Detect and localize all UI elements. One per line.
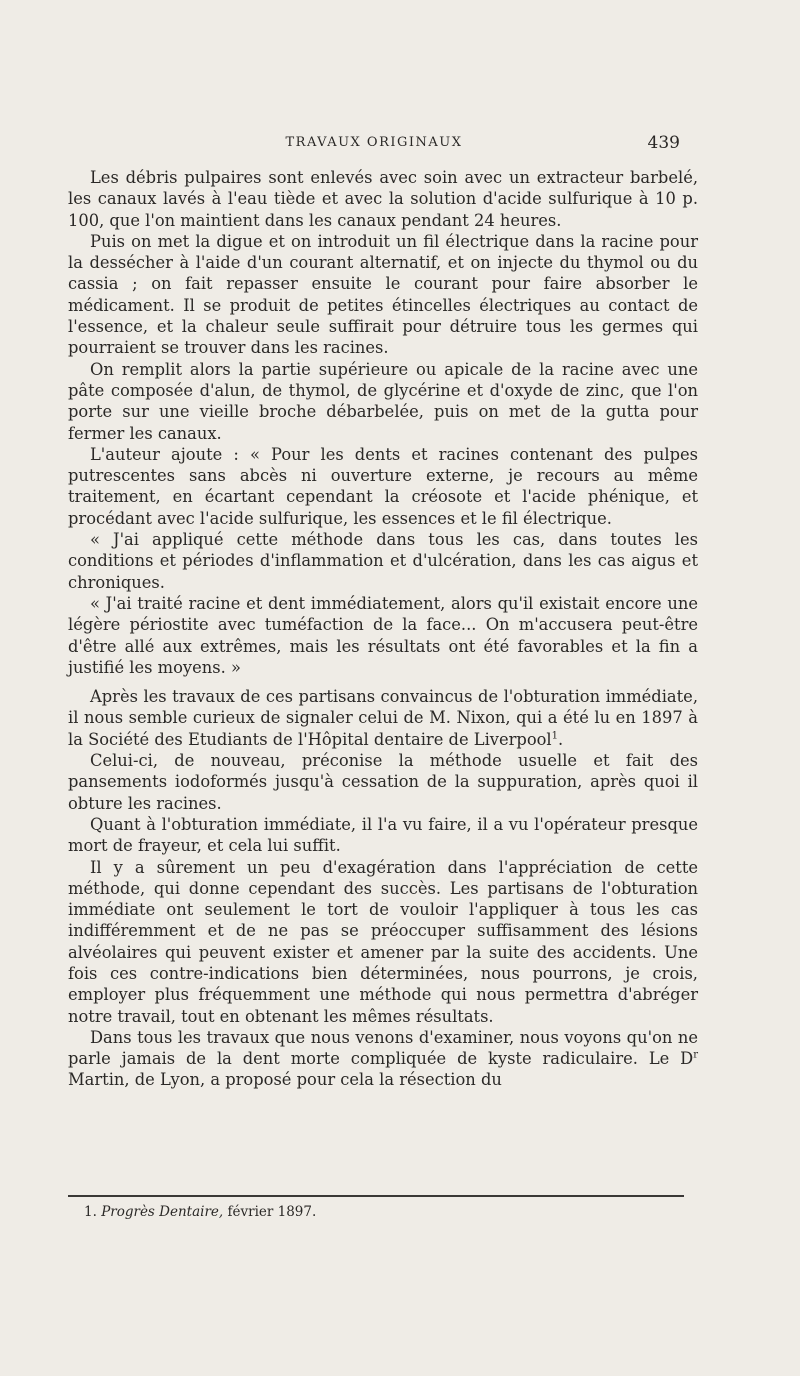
footnote-title: Progrès Dentaire, — [101, 1204, 224, 1220]
paragraph-4: L'auteur ajoute : « Pour les dents et racines contenant des pulpes putrescentes sans abcès ni ouverture externe, je recours au même traitement, en écartant cependant la créosote et l'acide phénique, et procédant avec l'acide sulfurique, les essences et le fil électrique. — [68, 444, 698, 528]
footnote-number: 1. — [84, 1204, 97, 1220]
paragraph-7: Après les travaux de ces partisans convaincus de l'obturation immédiate, il nous semble curieux de signaler celui de M. Nixon, qui a été lu en 1897 à la Société des Etudiants de l'Hôpital dentaire de Liverpool$^1$. — [68, 687, 698, 749]
footnote — [84, 1203, 316, 1221]
paragraph-11 — [68, 1027, 698, 1091]
footnote-divider — [68, 1195, 684, 1197]
page-header — [68, 133, 680, 153]
body-text — [68, 167, 698, 1091]
paragraph-3: On remplit alors la partie supérieure ou apicale de la racine avec une pâte composée d'alun, de thymol, de glycérine et d'oxyde de zinc, que l'on porte sur une vieille broche débarbelée, puis on met de la gutta pour fermer les canaux. — [68, 359, 698, 443]
paragraph-11-continuation: Martin, de Lyon, a proposé pour cela la résection du — [68, 1070, 502, 1090]
paragraph-6: « J'ai traité racine et dent immédiatement, alors qu'il existait encore une légère périostite avec tuméfaction de la face... On m'accusera peut-être d'être allé aux extrêmes, mais les résultats ont été favorables et la fin a justifié les moyens. » — [68, 593, 698, 677]
paragraph-10: Il y a sûrement un peu d'exagération dans l'appréciation de cette méthode, qui donne cependant des succès. Les partisans de l'obturation immédiate ont seulement le tort de vouloir l'appliquer à tous les cas indifféremment et de ne pas se préoccuper suffisamment des lésions alvéolaires qui peuvent exister et amener par la suite des accidents. Une fois ces contre-indications bien déterminées, nous pourrons, je crois, employer plus fréquemment une méthode qui nous permettra d'abréger notre travail, tout en obtenant les mêmes résultats. — [68, 857, 698, 1026]
paragraph-9: Quant à l'obturation immédiate, il l'a vu faire, il a vu l'opérateur presque mort de frayeur, et cela lui suffit. — [68, 814, 698, 856]
footnote-date: février 1897. — [227, 1204, 317, 1220]
paragraph-7-text: Après les travaux de ces partisans convaincus de l'obturation immédiate, il nous semble curieux de signaler celui de M. Nixon, qui a été lu en 1897 à la Société des Etudiants de l'Hôpital dentaire de Liverpool — [68, 687, 698, 749]
paragraph-1: Les débris pulpaires sont enlevés avec soin avec un extracteur barbelé, les canaux lavés à l'eau tiède et avec la solution d'acide sulfurique à 10 p. 100, que l'on maintient dans les canaux pendant 24 heures. — [68, 168, 698, 230]
paragraph-11-text: Dans tous les travaux que nous venons d'examiner, nous voyons qu'on ne parle jamais de la dent morte compliquée de kyste radiculaire. Le D — [68, 1027, 698, 1069]
paragraph-2: Puis on met la digue et on introduit un fil électrique dans la racine pour la dessécher à l'aide d'un courant alternatif, et on injecte du thymol ou du cassia ; on fait repasser ensuite le courant pour faire absorber le médicament. Il se produit de petites étincelles électriques au contact de l'essence, et la chaleur seule suffirait pour détruire tous les germes qui pourraient se trouver dans les racines. — [68, 231, 698, 358]
paragraph-8: Celui-ci, de nouveau, préconise la méthode usuelle et fait des pansements iodoformés jusqu'à cessation de la suppuration, après quoi il obture les racines. — [68, 751, 698, 813]
page-number: 439 — [647, 133, 680, 153]
running-head: TRAVAUX ORIGINAUX — [285, 135, 463, 150]
paragraph-5: « J'ai appliqué cette méthode dans tous les cas, dans toutes les conditions et périodes d'inflammation et d'ulcération, dans les cas aigus et chroniques. — [68, 530, 698, 592]
doctor-superscript: r — [693, 1049, 698, 1061]
footnote-reference: 1 — [551, 730, 559, 742]
